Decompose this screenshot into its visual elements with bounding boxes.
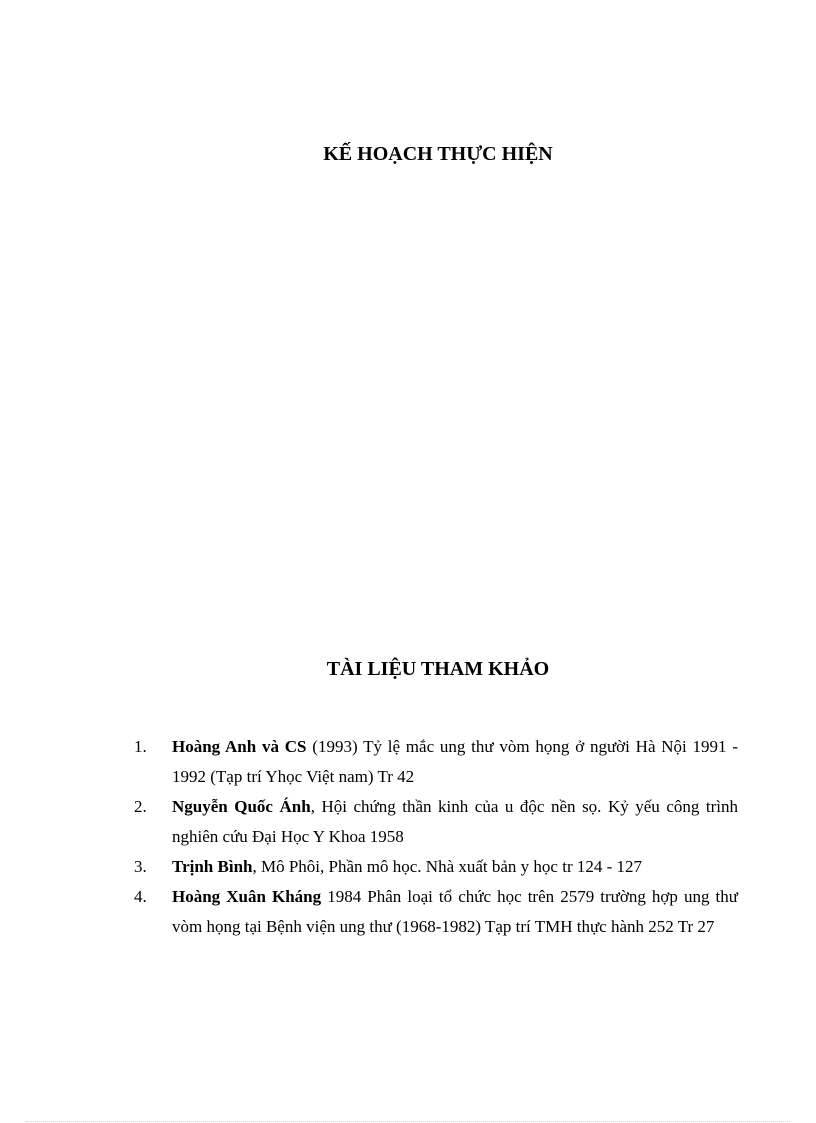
plan-title: KẾ HOẠCH THỰC HIỆN [323,143,553,165]
reference-author: Trịnh Bình [172,857,253,876]
reference-text: , Hội chứng thần kinh của u độc nền sọ. Kỷ yếu công trình nghiên cứu Đại Học Y Khoa 1958 [172,797,738,846]
reference-author: Hoàng Anh và CS [172,737,307,756]
reference-number: 1. [134,737,147,756]
reference-item-1 [134,732,738,792]
reference-number: 3. [134,857,147,876]
reference-item-4 [134,882,738,942]
reference-number: 4. [134,887,147,906]
references-title: TÀI LIỆU THAM KHẢO [326,658,550,680]
reference-text: 1984 Phân loại tổ chức học trên 2579 trường hợp ung thư vòm họng tại Bệnh viện ung thư (1968-1982) Tạp trí TMH thực hành 252 Tr 27 [172,887,738,936]
reference-list [134,732,738,942]
reference-text: , Mô Phôi, Phần mô học. Nhà xuất bản y học tr 124 - 127 [252,857,643,876]
reference-author: Nguyễn Quốc Ánh [172,797,311,816]
reference-text: (1993) Tỷ lệ mắc ung thư vòm họng ở người Hà Nội 1991 - 1992 (Tạp trí Yhọc Việt nam) Tr 42 [172,737,738,786]
page-footer-divider [26,1121,790,1122]
reference-item-3 [134,852,738,882]
reference-number: 2. [134,797,147,816]
reference-item-2 [134,792,738,852]
reference-author: Hoàng Xuân Kháng [172,887,322,906]
